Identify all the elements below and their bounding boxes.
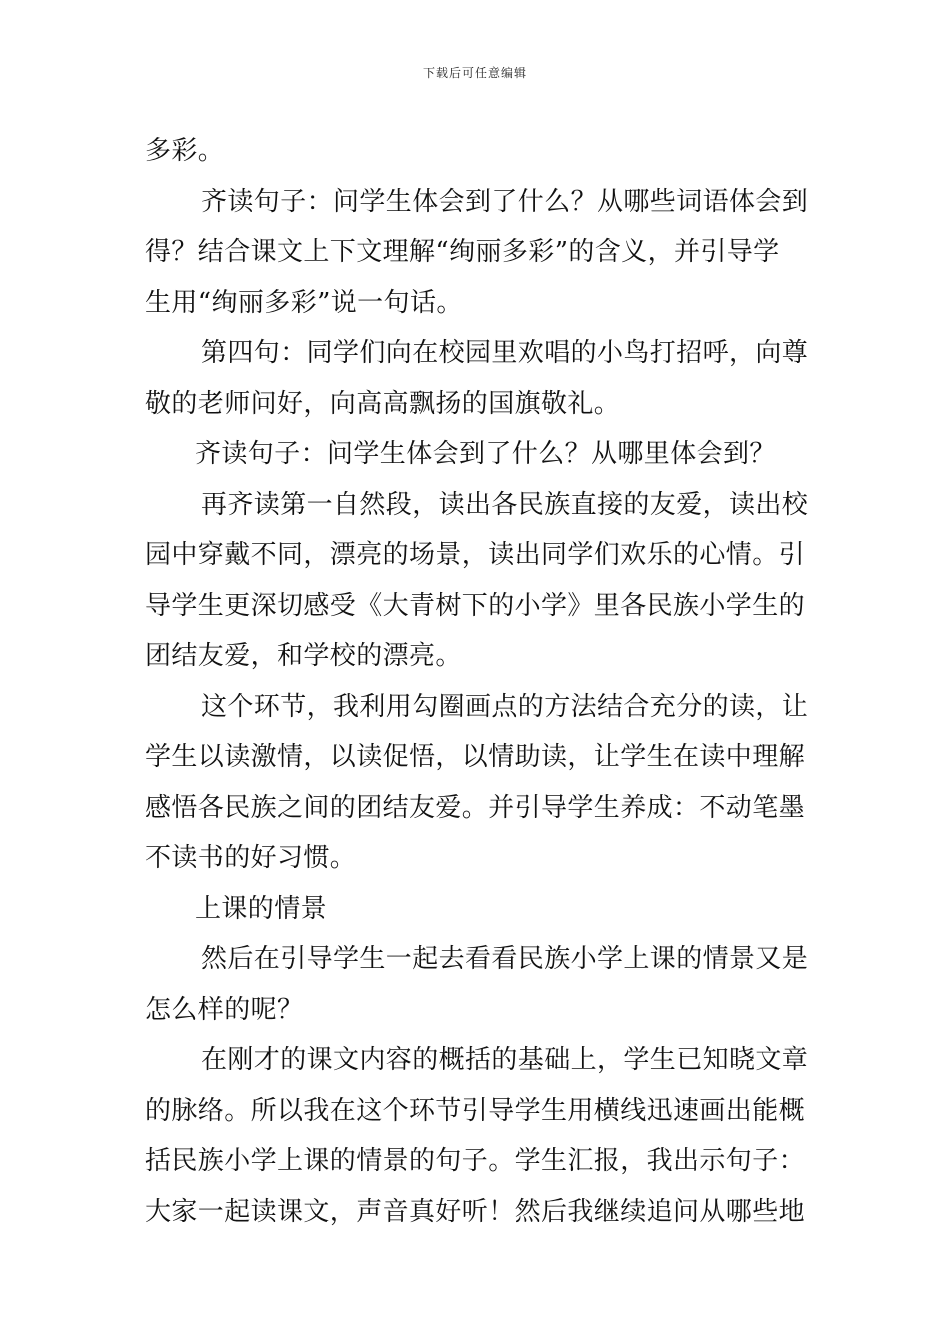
paragraph-start-line: 再齐读第一自然段，读出各民族直接的友爱，读出校 — [201, 489, 809, 520]
document-body — [145, 126, 810, 1237]
text-line: 团结友爱，和学校的漂亮。 — [145, 641, 462, 671]
text-line: 大家一起读课文，声音真好听！然后我继续追问从哪些地 — [145, 1196, 806, 1227]
paragraph-start-line: 在刚才的课文内容的概括的基础上，学生已知晓文章 — [201, 1045, 809, 1075]
text-line: 学生以读激情，以读促悟，以情助读，让学生在读中理解 — [145, 742, 806, 772]
paragraph-start-line: 然后在引导学生一起去看看民族小学上课的情景又是 — [201, 944, 809, 974]
paragraph-start-line: 第四句：同学们向在校园里欢唱的小鸟打招呼，向尊 — [201, 338, 809, 368]
paragraph-start-line: 这个环节，我利用勾圈画点的方法结合充分的读，让 — [201, 691, 809, 722]
text-line: 园中穿戴不同，漂亮的场景，读出同学们欢乐的心情。引 — [145, 540, 806, 570]
paragraph-start-line: 齐读句子：问学生体会到了什么？从哪些词语体会到 — [201, 186, 809, 217]
text-line: 得？结合课文上下文理解“绚丽多彩”的含义，并引导学 — [145, 237, 780, 267]
page-header: 下载后可任意编辑 — [422, 66, 527, 80]
text-line: 不读书的好习惯。 — [145, 843, 357, 873]
text-line: 怎么样的呢？ — [145, 994, 304, 1025]
text-line: 感悟各民族之间的团结友爱。并引导学生养成：不动笔墨 — [145, 792, 806, 823]
text-line: 多彩。 — [145, 136, 225, 166]
section-heading: 上课的情景 — [195, 893, 328, 924]
text-line: 敬的老师问好，向高高飘扬的国旗敬礼。 — [145, 388, 621, 419]
text-line: 导学生更深切感受《大青树下的小学》里各民族小学生的 — [145, 590, 806, 621]
text-line: 的脉络。所以我在这个环节引导学生用横线迅速画出能概 — [145, 1095, 806, 1126]
paragraph-start-line: 齐读句子：问学生体会到了什么？从哪里体会到？ — [195, 439, 776, 469]
text-line: 括民族小学上课的情景的句子。学生汇报，我出示句子： — [145, 1146, 806, 1176]
text-line: 生用“绚丽多彩”说一句话。 — [145, 287, 463, 318]
